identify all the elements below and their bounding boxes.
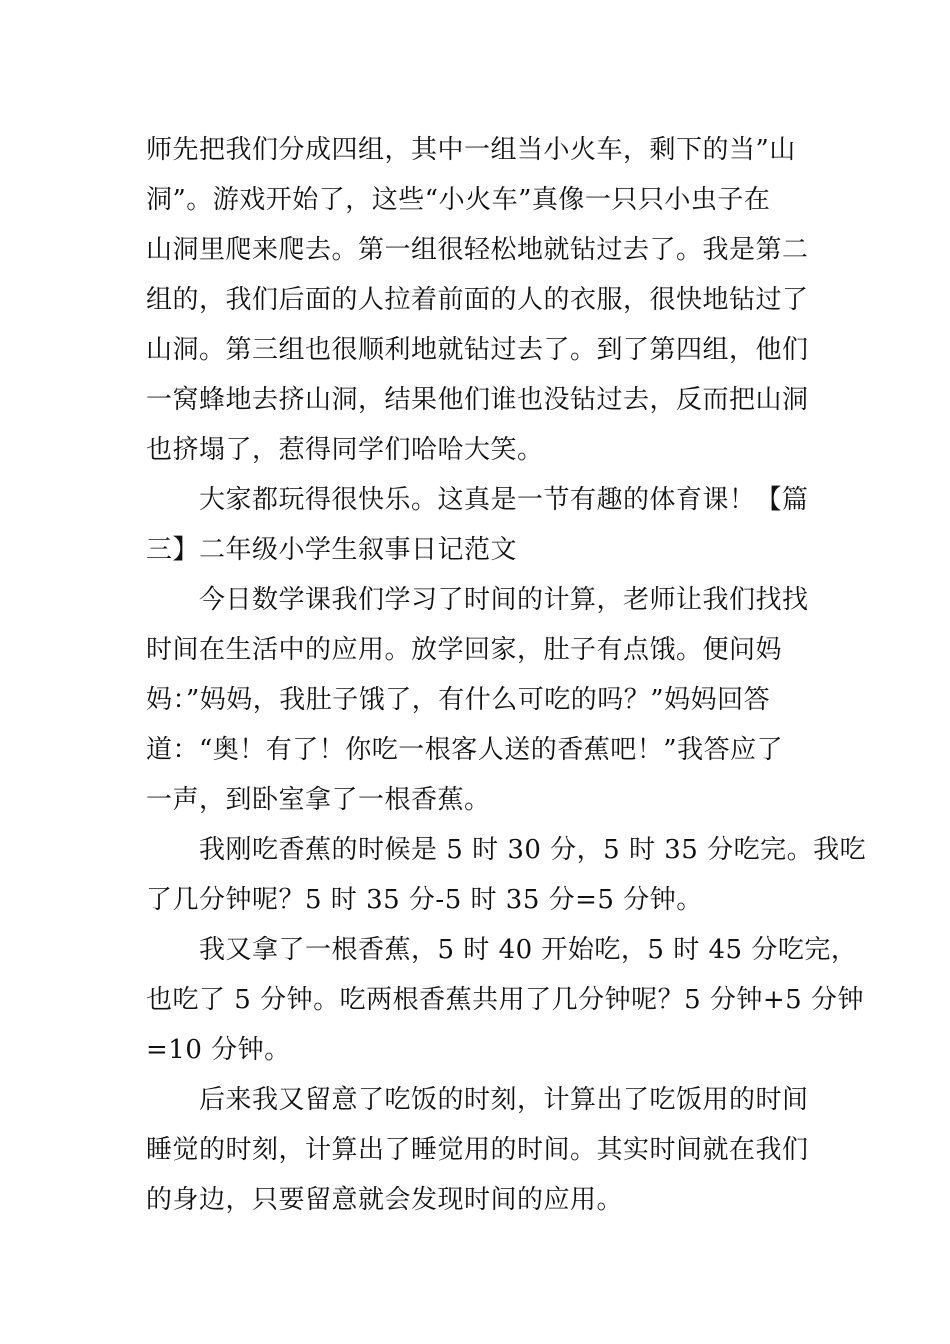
text-line: 一声，到卧室拿了一根香蕉。 [146, 785, 491, 815]
text-line: 了几分钟呢？5 时 35 分-5 时 35 分=5 分钟。 [146, 885, 703, 915]
text-line: 的身边，只要留意就会发现时间的应用。 [146, 1185, 624, 1215]
text-line: 时间在生活中的应用。放学回家，肚子有点饿。便问妈 [146, 635, 783, 665]
text-line: 也挤塌了，惹得同学们哈哈大笑。 [146, 435, 544, 465]
text-line: 洞”。游戏开始了，这些“小火车”真像一只只小虫子在 [146, 185, 771, 215]
section-heading-line: 三】二年级小学生叙事日记范文 [146, 535, 518, 565]
text-line: 山洞。第三组也很顺利地就钻过去了。到了第四组，他们 [146, 335, 809, 365]
paragraph-3 [146, 575, 808, 825]
text-line: 睡觉的时刻，计算出了睡觉用的时间。其实时间就在我们 [146, 1135, 809, 1165]
text-line: 山洞里爬来爬去。第一组很轻松地就钻过去了。我是第二 [146, 235, 809, 265]
text-line: 师先把我们分成四组，其中一组当小火车，剩下的当”山 [146, 135, 796, 165]
paragraph-1 [146, 125, 808, 475]
text-line: 今日数学课我们学习了时间的计算，老师让我们找找 [199, 585, 809, 615]
text-line: 后来我又留意了吃饭的时刻，计算出了吃饭用的时间 [199, 1085, 809, 1115]
paragraph-6 [146, 1075, 808, 1225]
paragraph-5 [146, 925, 864, 1075]
text-line: 我刚吃香蕉的时候是 5 时 30 分，5 时 35 分吃完。我吃 [199, 835, 867, 865]
body-text [146, 125, 867, 1225]
text-line: 妈：”妈妈，我肚子饿了，有什么可吃的吗？”妈妈回答 [146, 685, 771, 715]
text-line: 道：“奥！有了！你吃一根客人送的香蕉吧！”我答应了 [146, 735, 784, 765]
paragraph-2 [146, 475, 808, 575]
text-line: 我又拿了一根香蕉，5 时 40 开始吃，5 时 45 分吃完， [199, 935, 858, 965]
text-line: 组的，我们后面的人拉着前面的人的衣服，很快地钻过了 [146, 285, 809, 315]
text-line: =10 分钟。 [146, 1035, 291, 1065]
text-line: 一窝蜂地去挤山洞，结果他们谁也没钻过去，反而把山洞 [146, 385, 809, 415]
text-line: 大家都玩得很快乐。这真是一节有趣的体育课！【篇 [199, 485, 809, 515]
paragraph-4 [146, 825, 867, 925]
text-line: 也吃了 5 分钟。吃两根香蕉共用了几分钟呢？5 分钟+5 分钟 [146, 985, 864, 1015]
